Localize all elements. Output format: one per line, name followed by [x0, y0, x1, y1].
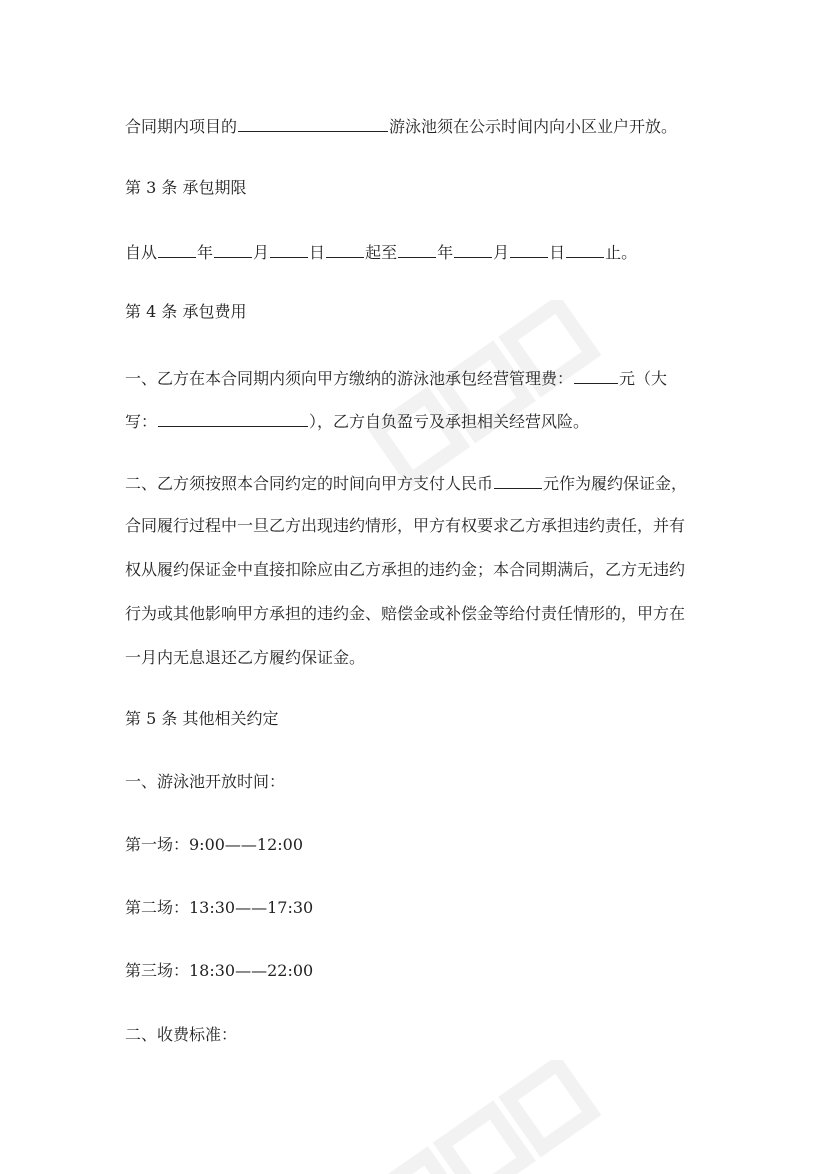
deposit-line-1: 二、乙方须按照本合同约定的时间向甲方支付人民币 元作为履约保证金， [125, 470, 687, 496]
blank-start-year [158, 239, 196, 258]
watermark-stamp-bottom [360, 1060, 620, 1174]
fee-line-2: 写： ），乙方自负盈亏及承担相关经营风险。 [125, 408, 589, 434]
blank-fee-capital [158, 408, 308, 427]
blank-start-month [214, 239, 252, 258]
session-2: 第二场：13:30——17:30 [125, 898, 314, 917]
blank-gap [326, 239, 364, 258]
deposit-line-3: 权从履约保证金中直接扣除应由乙方承担的违约金；本合同期满后，乙方无违约 [125, 560, 686, 579]
session-1: 第一场：9:00——12:00 [125, 835, 304, 854]
open-time-heading: 一、游泳池开放时间： [125, 772, 286, 791]
blank-start-day [270, 239, 308, 258]
term-line: 自从 年 月 日 起至 年 月 日 止。 [125, 239, 637, 265]
article-5-heading: 第 5 条 其他相关约定 [125, 709, 279, 728]
deposit-line-2: 合同履行过程中一旦乙方出现违约情形，甲方有权要求乙方承担违约责任，并有 [125, 516, 686, 535]
deposit-line-5: 一月内无息退还乙方履约保证金。 [125, 648, 366, 667]
fee-line-1: 一、乙方在本合同期内须向甲方缴纳的游泳池承包经营管理费： 元（大 [125, 365, 667, 391]
blank-end-year [398, 239, 436, 258]
project-open-line: 合同期内项目的 游泳池须在公示时间内向小区业户开放。 [125, 113, 677, 139]
fee-standard-heading: 二、收费标准： [125, 1025, 238, 1044]
blank-end-extra [566, 239, 604, 258]
article-4-heading: 第 4 条 承包费用 [125, 302, 247, 321]
blank-end-day [510, 239, 548, 258]
blank-end-month [454, 239, 492, 258]
deposit-line-4: 行为或其他影响甲方承担的违约金、赔偿金或补偿金等给付责任情形的，甲方在 [125, 604, 686, 623]
blank-project [238, 113, 388, 132]
blank-deposit-amount [494, 470, 542, 489]
session-3: 第三场：18:30——22:00 [125, 961, 314, 980]
article-3-heading: 第 3 条 承包期限 [125, 178, 247, 197]
blank-fee-amount [574, 365, 618, 384]
